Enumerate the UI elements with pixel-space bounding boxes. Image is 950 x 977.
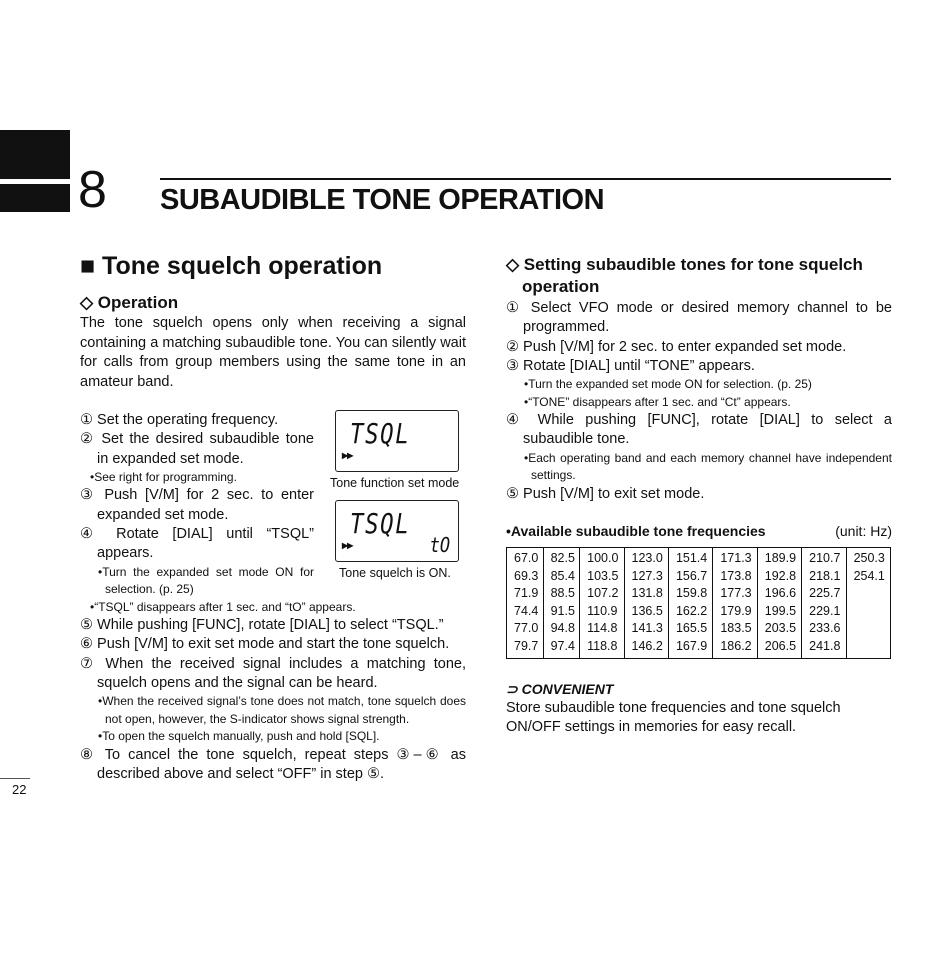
table-cell: 173.8 [713,568,757,586]
right-column [506,254,892,738]
step-5: ⑤ While pushing [FUNC], rotate [DIAL] to select “TSQL.” [80,617,444,634]
table-row [507,548,891,568]
table-cell: 91.5 [543,603,580,621]
section-title: ■ Tone squelch operation [80,252,383,280]
table-cell [846,585,890,603]
table-cell: 100.0 [580,548,624,568]
table-cell: 71.9 [507,585,544,603]
table-cell: 156.7 [668,568,712,586]
setting-step-3: ③ Rotate [DIAL] until “TONE” appears. [506,357,755,374]
table-cell: 94.8 [543,620,580,638]
chapter-title: SUBAUDIBLE TONE OPERATION [160,184,605,216]
table-row [507,568,891,586]
table-cell: 67.0 [507,548,544,568]
step-8: ⑧ To cancel the tone squelch, repeat steps ③–⑥ as described above and select “OFF” in step ⑤. [80,746,466,783]
table-cell: 136.5 [624,603,668,621]
table-cell: 203.5 [757,620,801,638]
table-cell: 77.0 [507,620,544,638]
table-cell: 167.9 [668,638,712,658]
lcd-indicator-icon: ▶▶ [342,541,353,550]
table-cell: 74.4 [507,603,544,621]
table-row [507,620,891,638]
table-cell: 171.3 [713,548,757,568]
step-2-note: •See right for programming. [90,469,237,484]
page-number: 22 [12,782,27,797]
table-row [507,603,891,621]
table-cell: 196.6 [757,585,801,603]
setting-step-4-note: •Each operating band and each memory channel have independent settings. [524,450,892,483]
table-cell: 162.2 [668,603,712,621]
table-cell: 210.7 [802,548,846,568]
table-cell: 82.5 [543,548,580,568]
lcd-main-readout: TSQL [350,507,411,540]
table-cell: 141.3 [624,620,668,638]
table-cell: 151.4 [668,548,712,568]
table-cell: 123.0 [624,548,668,568]
step-6: ⑥ Push [V/M] to exit set mode and start the tone squelch. [80,636,450,653]
setting-step-3-note-1: •Turn the expanded set mode ON for selection. (p. 25) [524,377,812,392]
lcd-main-readout: TSQL [350,417,411,450]
table-cell: 206.5 [757,638,801,658]
table-cell: 85.4 [543,568,580,586]
setting-steps [506,299,892,504]
table-row [507,638,891,658]
table-cell [846,638,890,658]
table-cell: 69.3 [507,568,544,586]
step-3: ③ Push [V/M] for 2 sec. to enter expanded set mode. [80,487,314,523]
lcd-tone-function-set-mode [335,410,459,472]
table-cell: 107.2 [580,585,624,603]
step-7: ⑦ When the received signal includes a matching tone, squelch opens and the signal can be heard. [80,655,466,691]
page-rule [0,778,30,779]
setting-step-3-note-2: •“TONE” disappears after 1 sec. and “Ct” appears. [524,394,791,409]
step-7-note-1: •When the received signal’s tone does not match, tone squelch does not open, however, the S-indicator shows signal strength. [98,694,466,726]
setting-heading: ◇ Setting subaudible tones for tone squelch [506,255,863,274]
table-row [507,585,891,603]
table-cell: 103.5 [580,568,624,586]
setting-step-5: ⑤ Push [V/M] to exit set mode. [506,485,705,502]
lcd-caption-1: Tone function set mode [330,476,460,490]
convenient-label: ⊃ CONVENIENT [506,680,614,697]
chapter-tab [0,130,70,212]
step-7-note-2: •To open the squelch manually, push and hold [SQL]. [98,729,380,744]
table-cell: 225.7 [802,585,846,603]
setting-step-4: ④ While pushing [FUNC], rotate [DIAL] to select a subaudible tone. [506,412,892,448]
table-cell: 146.2 [624,638,668,658]
step-1: ① Set the operating frequency. [80,412,279,428]
setting-step-2: ② Push [V/M] for 2 sec. to enter expanded set mode. [506,338,847,355]
operation-heading: ◇ Operation [80,293,179,312]
tone-frequency-table [506,547,891,659]
table-cell: 218.1 [802,568,846,586]
table-title-row [506,522,892,541]
table-cell: 250.3 [846,548,890,568]
table-cell: 192.8 [757,568,801,586]
table-cell: 79.7 [507,638,544,658]
table-cell: 159.8 [668,585,712,603]
table-cell: 189.9 [757,548,801,568]
step-4-note-2: •“TSQL” disappears after 1 sec. and “tO” appears. [90,599,356,614]
table-cell: 183.5 [713,620,757,638]
chapter-number: 8 [78,161,107,219]
table-cell: 165.5 [668,620,712,638]
convenient-text: Store subaudible tone frequencies and tone squelch ON/OFF settings in memories for easy recall. [506,699,841,736]
table-cell: 127.3 [624,568,668,586]
table-cell: 131.8 [624,585,668,603]
lcd-tone-squelch-on [335,500,459,562]
table-cell: 97.4 [543,638,580,658]
table-cell: 199.5 [757,603,801,621]
lcd-indicator-icon: ▶▶ [342,451,353,460]
step-4: ④ Rotate [DIAL] until “TSQL” appears. [80,525,314,562]
chapter-tab-divider [0,179,70,184]
step-2: ② Set the desired subaudible tone in expanded set mode. [80,431,314,467]
table-cell: 186.2 [713,638,757,658]
table-cell: 241.8 [802,638,846,658]
table-cell: 229.1 [802,603,846,621]
lcd-sub-readout: tO [429,533,450,557]
table-cell: 179.9 [713,603,757,621]
table-cell: 110.9 [580,603,624,621]
table-cell [846,620,890,638]
table-cell: 233.6 [802,620,846,638]
table-cell: 114.8 [580,620,624,638]
step-4-note-1: •Turn the expanded set mode ON for selection. (p. 25) [98,564,314,597]
setting-step-1: ① Select VFO mode or desired memory channel to be programmed. [506,300,892,336]
intro-paragraph: The tone squelch opens only when receiving a signal containing a matching subaudible tone. You can silently wait for calls from group members using the same tone in an amateur band. [80,315,466,390]
table-title: •Available subaudible tone frequencies [506,523,766,540]
table-cell: 177.3 [713,585,757,603]
table-cell [846,603,890,621]
table-cell: 254.1 [846,568,890,586]
table-cell: 88.5 [543,585,580,603]
header-rule [160,178,891,180]
table-unit: (unit: Hz) [835,523,892,540]
table-cell: 118.8 [580,638,624,658]
setting-heading-cont: operation [522,277,600,296]
lcd-caption-2: Tone squelch is ON. [339,566,451,580]
